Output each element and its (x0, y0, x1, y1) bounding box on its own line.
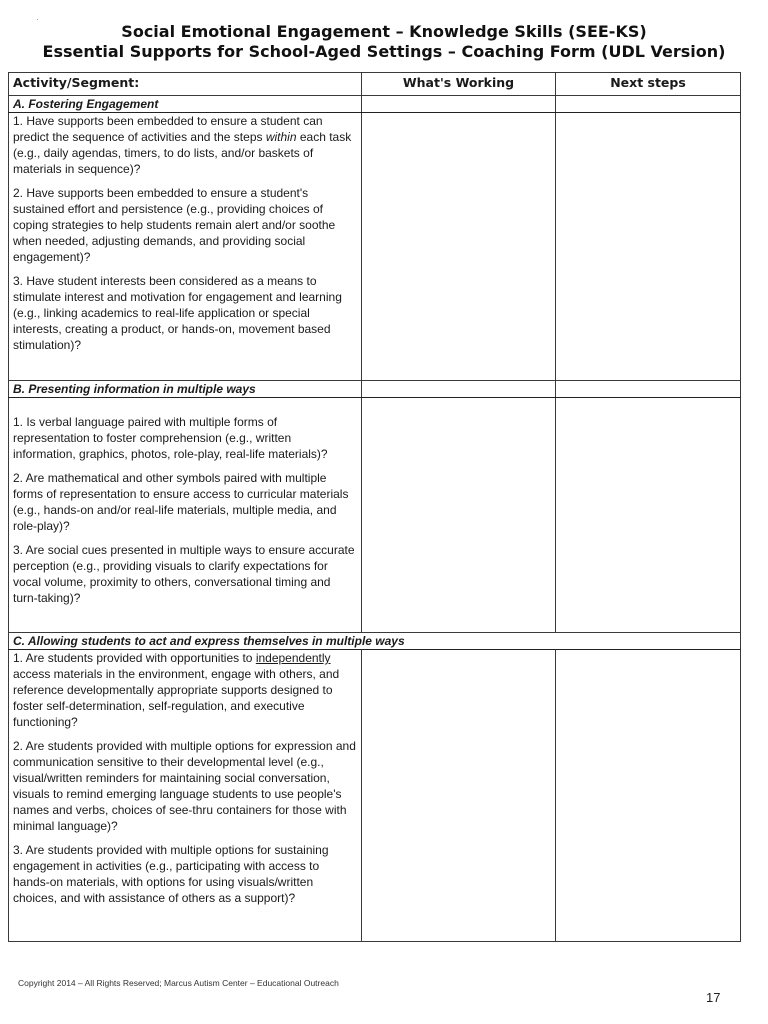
scan-mark: · (36, 14, 39, 24)
header-next-steps: Next steps (556, 73, 741, 96)
section-b-whats-working-input[interactable] (362, 398, 556, 633)
section-a-title: A. Fostering Engagement (9, 96, 362, 113)
header-whats-working: What's Working (362, 73, 556, 96)
question-c3: 3. Are students provided with multiple options for sustaining engagement in activities (e.g., participating with access to hands-on materials, with options for using visuals/written choices, and with assistance of others as a support)? (13, 843, 329, 905)
section-b-next-cell[interactable] (556, 381, 741, 398)
section-a-questions (9, 113, 362, 381)
question-a1-text: 1. Have supports been embedded to ensure a student can predict the sequence of activities and the steps (13, 114, 323, 144)
section-a-next-steps-input[interactable] (556, 113, 741, 381)
question-b1: 1. Is verbal language paired with multiple forms of representation to foster comprehension (e.g., written information, graphics, photos, role-play, real-life materials)? (13, 415, 328, 461)
section-b-next-steps-input[interactable] (556, 398, 741, 633)
section-c-title: C. Allowing students to act and express themselves in multiple ways (9, 633, 741, 650)
section-a-next-cell[interactable] (556, 96, 741, 113)
question-a1-emphasis: within (265, 130, 297, 144)
page-number: 17 (706, 990, 721, 1005)
section-b-questions-row (9, 398, 741, 633)
title-line-1: Social Emotional Engagement – Knowledge Skills (SEE-KS) (121, 22, 647, 41)
header-activity: Activity/Segment: (9, 73, 362, 96)
page-title (0, 22, 768, 62)
title-line-2: Essential Supports for School-Aged Settings – Coaching Form (UDL Version) (42, 42, 726, 61)
question-c1-text: 1. Are students provided with opportunities to (13, 651, 256, 665)
section-a-whats-working-input[interactable] (362, 113, 556, 381)
section-c-whats-working-input[interactable] (362, 650, 556, 942)
section-c-next-steps-input[interactable] (556, 650, 741, 942)
section-b-row (9, 381, 741, 398)
coaching-form-table (8, 72, 741, 942)
section-c-questions-row (9, 650, 741, 942)
question-c2: 2. Are students provided with multiple options for expression and communication sensitive to their developmental level (e.g., visual/written reminders for maintaining social conversation, visuals to remind emerging language students to use people's names and verbs, choices of see-thru containers for those with minimal language)? (13, 739, 356, 833)
question-a1-text-end: each task (e.g., daily agendas, timers, to do lists, and/or baskets of materials in sequence)? (13, 130, 352, 176)
section-b-title: B. Presenting information in multiple ways (9, 381, 362, 398)
section-c-row (9, 633, 741, 650)
section-b-working-cell[interactable] (362, 381, 556, 398)
section-a-working-cell[interactable] (362, 96, 556, 113)
question-c1 (13, 650, 357, 730)
section-a-row (9, 96, 741, 113)
copyright-footer: Copyright 2014 – All Rights Reserved; Marcus Autism Center – Educational Outreach (18, 978, 339, 988)
question-b2: 2. Are mathematical and other symbols paired with multiple forms of representation to ensure access to curricular materials (e.g., hands-on and/or real-life materials, multiple media, and role-play)? (13, 471, 349, 533)
section-c-questions (9, 650, 362, 942)
question-c1-underline: independently (255, 651, 331, 665)
question-b3: 3. Are social cues presented in multiple ways to ensure accurate perception (e.g., providing visuals to clarify expectations for vocal volume, proximity to others, conversational timing and turn-taking)? (13, 543, 355, 605)
header-row (9, 73, 741, 96)
section-b-questions (9, 398, 362, 633)
question-a1 (13, 113, 357, 177)
section-a-questions-row (9, 113, 741, 381)
question-c1-text-end: access materials in the environment, engage with others, and reference developmentally appropriate supports designed to foster self-determination, self-regulation, and executive functioning? (13, 667, 340, 729)
question-a2: 2. Have supports been embedded to ensure a student's sustained effort and persistence (e.g., providing choices of coping strategies to help students remain alert and/or soothe when needed, adjusting demands, and providing social engagement)? (13, 186, 336, 264)
question-a3: 3. Have student interests been considered as a means to stimulate interest and motivation for engagement and learning (e.g., linking academics to real-life application or special interests, creating a product, or hands-on, movement based stimulation)? (13, 274, 342, 352)
